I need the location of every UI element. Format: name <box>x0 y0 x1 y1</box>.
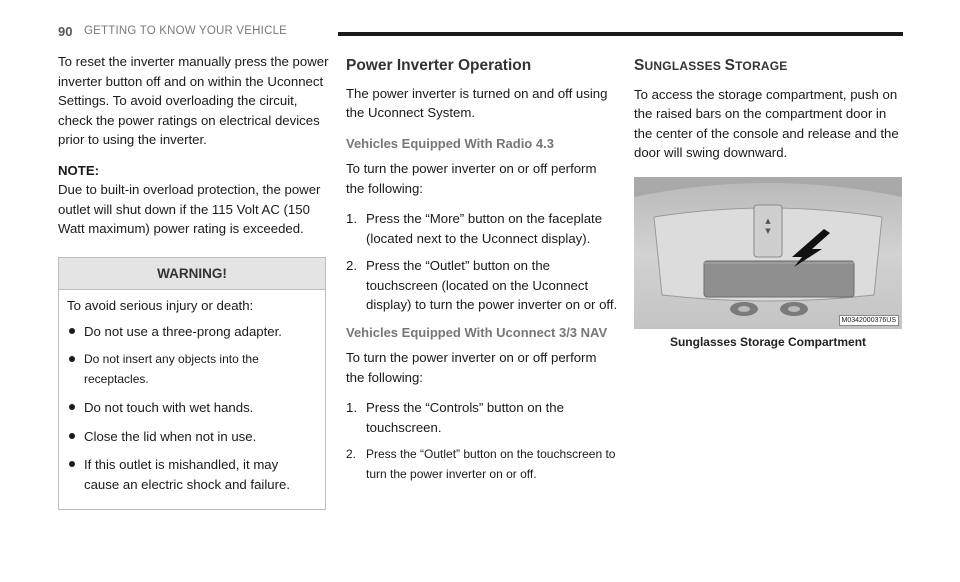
svg-text:▼: ▼ <box>765 226 771 235</box>
warning-item-text: If this outlet is mishandled, it may cause an electric shock and failure. <box>84 457 290 492</box>
step-item <box>346 445 618 484</box>
power-inverter-heading: Power Inverter Operation <box>346 57 532 74</box>
step-number: 1. <box>346 211 357 226</box>
step-item <box>346 256 618 315</box>
heading-part: S <box>724 57 736 74</box>
heading-part: TORAGE <box>735 59 788 73</box>
radio-intro: To turn the power inverter on or off perform the following: <box>346 161 597 196</box>
warning-title: WARNING! <box>59 258 325 291</box>
warning-item <box>67 427 317 447</box>
warning-intro: To avoid serious injury or death: <box>67 298 254 313</box>
warning-item-text: Do not insert any objects into the receptacles. <box>84 352 259 386</box>
nav-subheading: Vehicles Equipped With Uconnect 3/3 NAV <box>346 324 608 340</box>
step-text: Press the “Outlet” button on the touchscreen to turn the power inverter on or off. <box>366 447 616 481</box>
radio-subheading: Vehicles Equipped With Radio 4.3 <box>346 135 554 151</box>
step-text: Press the “More” button on the faceplate (located next to the Uconnect display). <box>366 211 603 246</box>
console-illustration <box>634 177 902 329</box>
warning-list <box>67 322 317 495</box>
step-number: 1. <box>346 400 357 415</box>
svg-text:▲: ▲ <box>765 216 771 225</box>
figure-code: M0342000376US <box>839 315 900 326</box>
bullet-icon <box>69 328 75 334</box>
section-title: GETTING TO KNOW YOUR VEHICLE <box>84 25 288 37</box>
step-text: Press the “Outlet” button on the touchscreen (located on the Uconnect display) to turn the power inverter on or off. <box>366 258 618 312</box>
step-text: Press the “Controls” button on the touchscreen. <box>366 400 564 435</box>
warning-item-text: Close the lid when not in use. <box>84 428 257 444</box>
column-2 <box>346 52 618 492</box>
note-text: Due to built-in overload protection, the power outlet will shut down if the 115 Volt AC (150 Watt maximum) power rating is exceeded. <box>58 182 321 236</box>
radio-steps <box>346 209 618 315</box>
page-header <box>58 24 903 44</box>
column-3 <box>634 52 906 352</box>
power-inverter-intro: The power inverter is turned on and off using the Uconnect System. <box>346 85 608 120</box>
heading-part: UNGLASSES <box>644 59 725 73</box>
warning-item <box>67 350 317 389</box>
bullet-icon <box>69 461 75 467</box>
step-item <box>346 398 618 437</box>
sunglasses-storage-heading <box>634 56 906 77</box>
warning-item <box>67 455 317 494</box>
figure-caption: Sunglasses Storage Compartment <box>669 334 867 349</box>
warning-item <box>67 322 317 342</box>
warning-item <box>67 398 317 418</box>
bullet-icon <box>69 433 75 439</box>
header-rule <box>338 32 903 36</box>
heading-part: S <box>634 57 645 74</box>
step-number: 2. <box>346 258 357 273</box>
warning-item-text: Do not use a three-prong adapter. <box>84 323 282 339</box>
sunglasses-body: To access the storage compartment, push on the raised bars on the compartment door in the center of the console and release and the door will swing downward. <box>634 86 899 160</box>
note-label: NOTE: <box>58 162 100 178</box>
bullet-icon <box>69 404 75 410</box>
sunglasses-compartment-photo <box>634 177 902 329</box>
column-1 <box>58 52 330 510</box>
warning-body <box>59 290 325 509</box>
step-item <box>346 209 618 248</box>
warning-item-text: Do not touch with wet hands. <box>84 400 254 415</box>
page-number: 90 <box>58 24 73 39</box>
nav-steps <box>346 398 618 484</box>
inverter-reset-paragraph: To reset the inverter manually press the power inverter button off and on within the Uconnect Settings. To avoid overloading the circuit, check the power ratings on electrical devices prior to using the inverter. <box>58 54 329 147</box>
step-number: 2. <box>346 447 357 461</box>
nav-intro: To turn the power inverter on or off perform the following: <box>346 350 597 385</box>
bullet-icon <box>69 356 75 362</box>
warning-box <box>58 257 326 511</box>
